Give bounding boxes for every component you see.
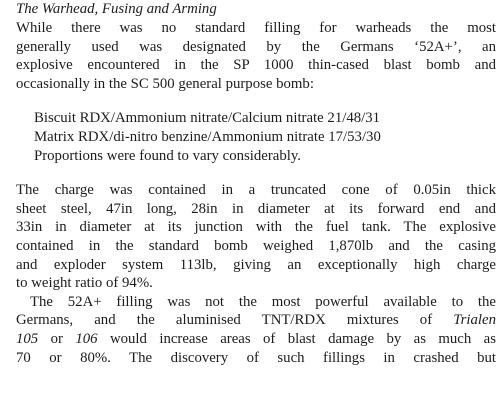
paragraph-line: to weight ratio of 94%. bbox=[16, 275, 153, 292]
paragraph-line: contained in the standard bomb weighed 1,870lb and the casing bbox=[16, 237, 496, 254]
paragraph-line: sheet steel, 47in long, 28in in diameter at its forward end and bbox=[16, 200, 496, 217]
italic-term-trialen: Trialen bbox=[453, 312, 496, 329]
paragraph-line: The charge was contained in a truncated cone of 0.05in thick bbox=[16, 182, 496, 199]
section-heading: The Warhead, Fusing and Arming bbox=[16, 1, 217, 17]
paragraph-line bbox=[16, 311, 496, 330]
italic-term-105: 105 bbox=[16, 330, 39, 347]
intro-paragraph bbox=[16, 19, 496, 93]
italic-term-106: 106 bbox=[75, 330, 98, 347]
filling-matrix: Matrix RDX/di-nitro benzine/Ammonium nitrate 17/53/30 bbox=[34, 128, 381, 145]
paragraph-line: and exploder system 113lb, giving an exceptionally high charge bbox=[16, 256, 496, 273]
paragraph-line: generally used was designated by the Germans ‘52A+’, an bbox=[16, 38, 496, 55]
paragraph-line: The 52A+ filling was not the most powerful available to the bbox=[30, 293, 496, 310]
paragraph-line: occasionally in the SC 500 general purpose bomb: bbox=[16, 75, 314, 92]
filling-note: Proportions were found to vary considerably. bbox=[34, 147, 301, 164]
text-run: or bbox=[38, 330, 76, 347]
paragraph-line bbox=[16, 330, 496, 349]
paragraph-line: While there was no standard filling for warheads the most bbox=[16, 20, 496, 36]
paragraph-line: 70 or 80%. The discovery of such fillings in crashed but bbox=[16, 349, 496, 366]
filling-biscuit: Biscuit RDX/Ammonium nitrate/Calcium nitrate 21/48/31 bbox=[34, 110, 381, 127]
document-page bbox=[16, 0, 496, 367]
charge-paragraph bbox=[16, 181, 496, 293]
filling-comparison-paragraph bbox=[16, 293, 496, 367]
paragraph-line: explosive encountered in the SP 1000 thin-cased blast bomb and bbox=[16, 57, 496, 74]
text-run: would increase areas of blast damage by as much as bbox=[97, 330, 496, 347]
filling-list bbox=[16, 109, 496, 165]
text-run: Germans, and the aluminised TNT/RDX mixtures of bbox=[16, 312, 454, 329]
paragraph-line: 33in in diameter at its junction with the fuel tank. The explosive bbox=[16, 219, 496, 236]
